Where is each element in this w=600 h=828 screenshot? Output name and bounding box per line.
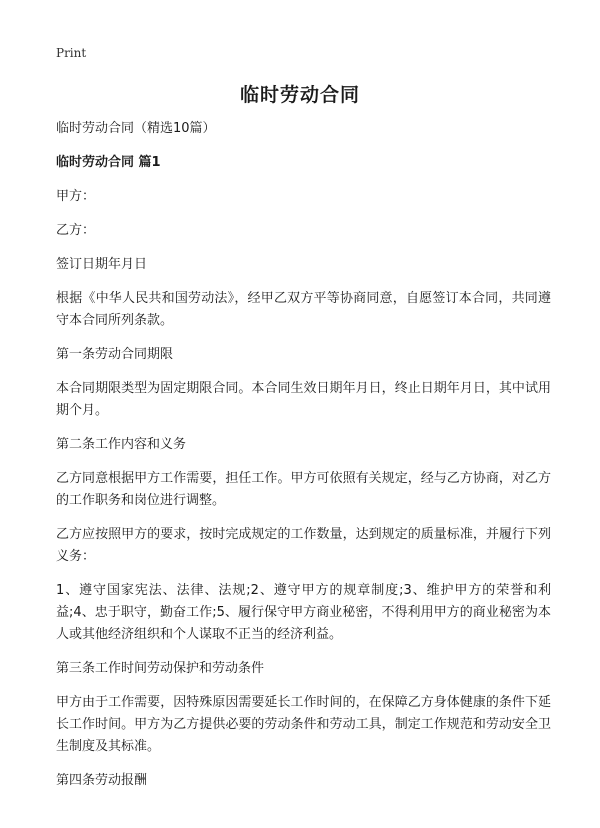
document-subtitle: 临时劳动合同（精选10篇） (56, 121, 216, 136)
article-2-heading: 第二条工作内容和义务 (56, 437, 187, 452)
party-a-line: 甲方： (56, 189, 96, 204)
article-4-heading: 第四条劳动报酬 (56, 773, 148, 788)
article-1-paragraph: 本合同期限类型为固定期限合同。本合同生效日期年月日，终止日期年月日，其中试用期个月。 (56, 381, 551, 418)
page-title: 临时劳动合同 (239, 84, 360, 106)
article-1-heading: 第一条劳动合同期限 (56, 347, 174, 362)
article-3-heading: 第三条工作时间劳动保护和劳动条件 (56, 661, 265, 676)
article-2-paragraph-1: 乙方同意根据甲方工作需要，担任工作。甲方可依照有关规定，经与乙方协商，对乙方的工作职务和岗位进行调整。 (56, 471, 551, 508)
section-heading: 临时劳动合同 篇1 (56, 155, 161, 170)
print-link[interactable]: Print (56, 46, 87, 60)
article-2-paragraph-2: 乙方应按照甲方的要求，按时完成规定的工作数量，达到规定的质量标准，并履行下列义务： (56, 527, 551, 564)
preamble-paragraph: 根据《中华人民共和国劳动法》，经甲乙双方平等协商同意，自愿签订本合同，共同遵守本合同所列条款。 (56, 291, 551, 328)
party-b-line: 乙方： (56, 223, 96, 238)
signing-date-line: 签订日期年月日 (56, 257, 148, 272)
document-body (56, 118, 551, 792)
article-2-obligations-list: 1、遵守国家宪法、法律、法规;2、遵守甲方的规章制度;3、维护甲方的荣誉和利益;4、忠于职守，勤奋工作;5、履行保守甲方商业秘密，不得利用甲方的商业秘密为本人或其他经济组织和个人谋取不正当的经济利益。 (56, 583, 551, 642)
article-3-paragraph: 甲方由于工作需要，因特殊原因需要延长工作时间的，在保障乙方身体健康的条件下延长工作时间。甲方为乙方提供必要的劳动条件和劳动工具，制定工作规范和劳动安全卫生制度及其标准。 (56, 695, 551, 754)
